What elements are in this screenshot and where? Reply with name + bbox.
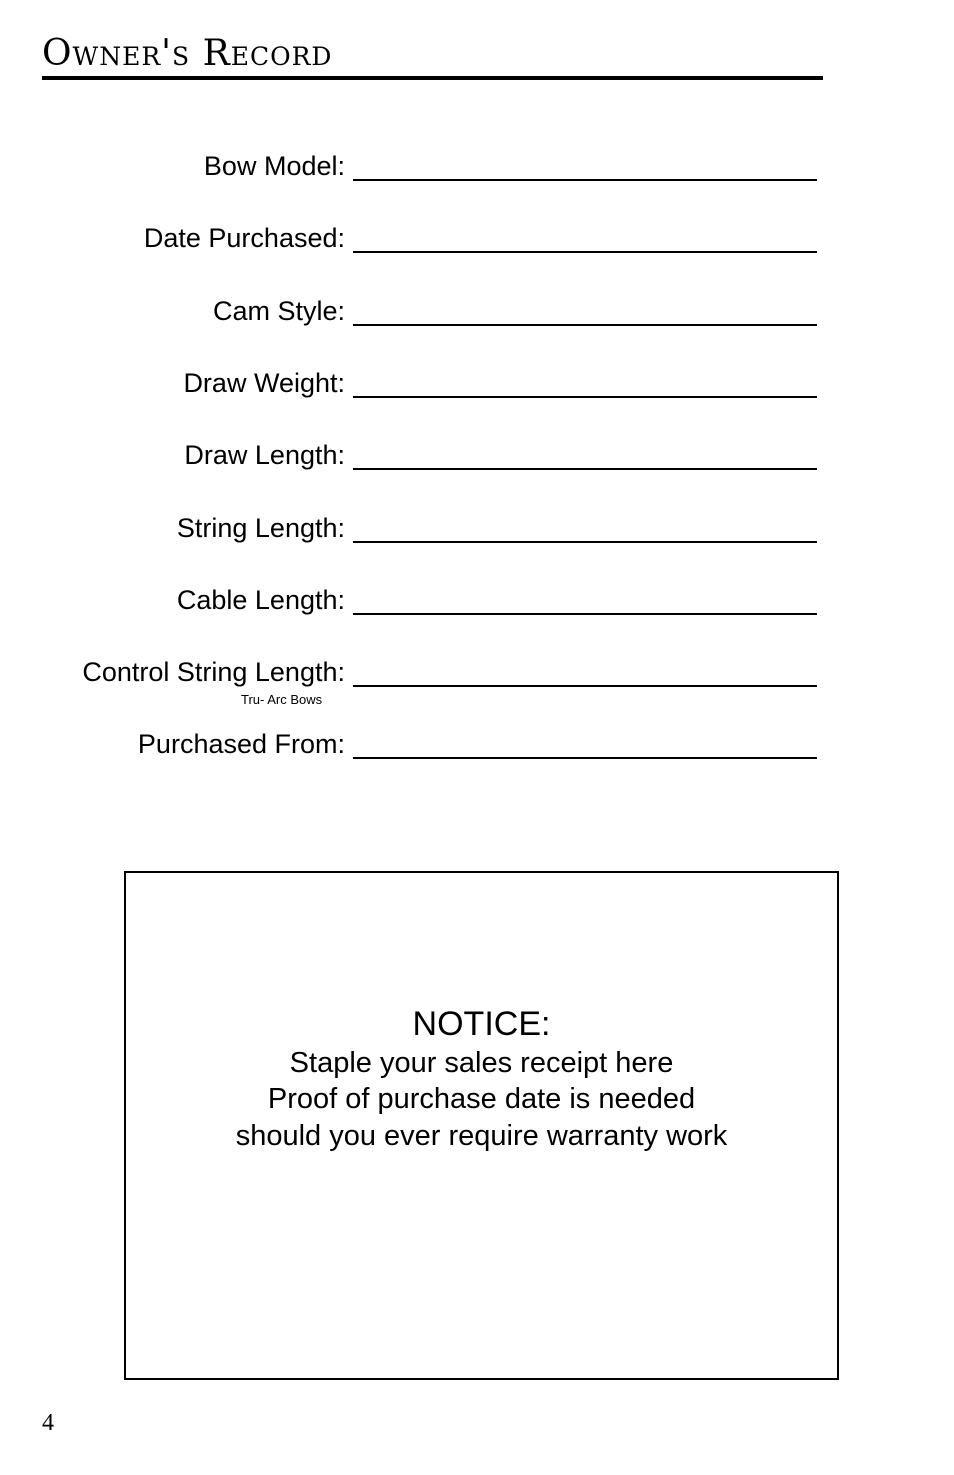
field-line-cable-length[interactable] [353, 613, 817, 615]
notice-line-2: Proof of purchase date is needed [267, 1083, 696, 1115]
field-line-cam-style[interactable] [353, 324, 817, 326]
notice-title: NOTICE: [412, 1005, 551, 1043]
notice-line-1: Staple your sales receipt here [289, 1047, 674, 1079]
receipt-staple-box [124, 871, 839, 1380]
field-label-bow-model: Bow Model: [203, 151, 345, 181]
field-label-control-string-length: Control String Length: [82, 657, 345, 687]
notice-line-3: should you ever require warranty work [235, 1120, 728, 1152]
field-line-purchased-from[interactable] [353, 757, 817, 759]
brand-note: Tru- Arc Bows [241, 692, 323, 707]
field-label-cam-style: Cam Style: [212, 296, 345, 326]
field-label-draw-weight: Draw Weight: [183, 368, 345, 398]
form-row-cable-length [0, 583, 954, 617]
form-row-bow-model [0, 149, 954, 183]
field-line-bow-model[interactable] [353, 179, 817, 181]
form-row-purchased-from [0, 727, 954, 761]
field-label-draw-length: Draw Length: [184, 440, 345, 470]
form-row-date-purchased [0, 221, 954, 255]
field-line-draw-length[interactable] [353, 468, 817, 470]
field-label-date-purchased: Date Purchased: [143, 223, 345, 253]
form-row-cam-style [0, 294, 954, 328]
field-line-string-length[interactable] [353, 541, 817, 543]
field-label-cable-length: Cable Length: [176, 585, 345, 615]
form-row-string-length [0, 511, 954, 545]
field-line-control-string-length[interactable] [353, 685, 817, 687]
field-line-date-purchased[interactable] [353, 251, 817, 253]
form-row-draw-length [0, 438, 954, 472]
page-number: 4 [42, 1410, 54, 1436]
form-row-control-string-length [0, 655, 954, 689]
page-title: Owner's Record [42, 34, 823, 80]
field-label-purchased-from: Purchased From: [137, 729, 345, 759]
field-label-string-length: String Length: [176, 513, 345, 543]
form-row-draw-weight [0, 366, 954, 400]
field-line-draw-weight[interactable] [353, 396, 817, 398]
